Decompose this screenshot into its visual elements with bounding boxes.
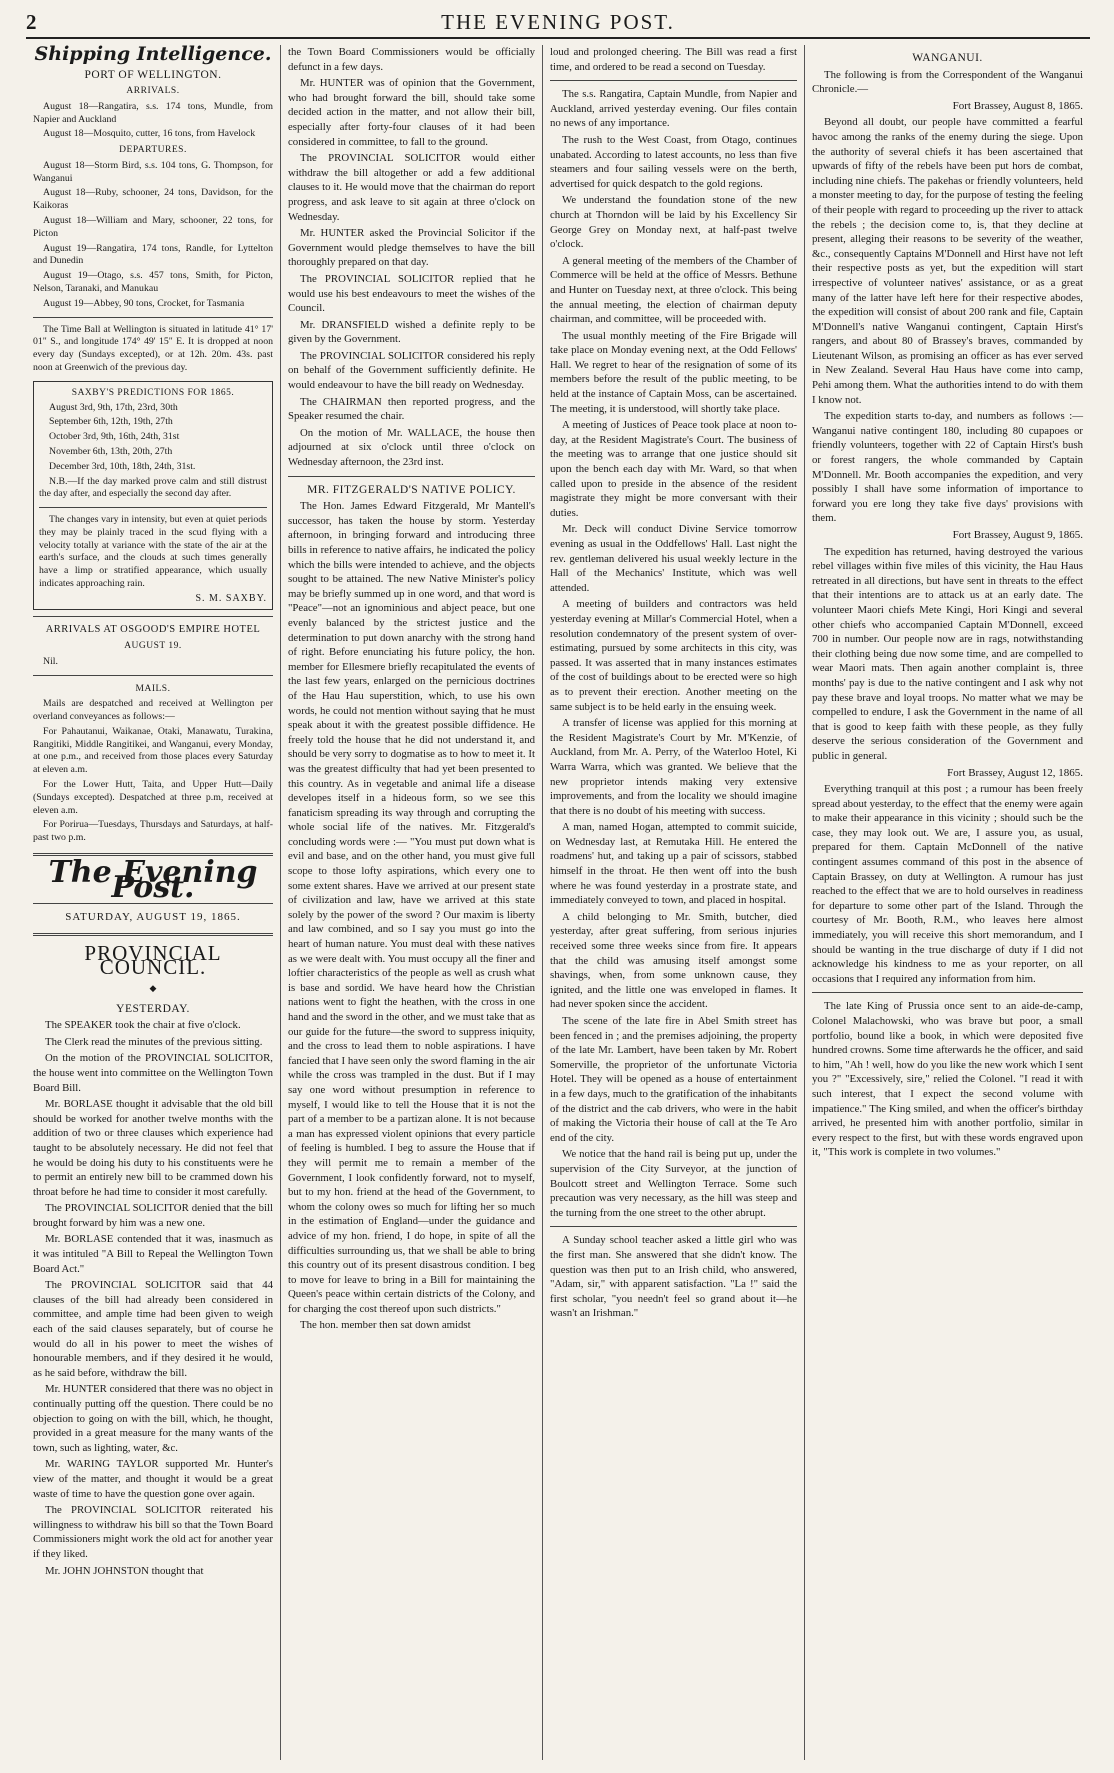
news-item: The scene of the late fire in Abel Smith street has been fenced in ; and the premises adjoining, the property of the late Mr. Lambert, have been taken by Mr. Robert Somerville, the proprietor of the unfortunate Victoria Hotel. They will be opened as a house of entertainment in a few days, much to the gratification of the inhabitants of the district and the cab drivers, who were in the habit of making the Victoria their house of call at the Te Aro end of the city. — [550, 1015, 797, 1144]
prussia-anecdote: The late King of Prussia once sent to an aide-de-camp, Colonel Malachowski, who was brave but poor, a small portfolio, bound like a book, in which were deposited five hundred crowns. Some time afterwards he the officer, and said to him, "Ah ! well, how do you like the new work which I sent you ?" "Excessively, sire," relied the Colonel. "I read it with such interest, that I expect the second volume with impatience." The King smiled, and when the officer's birthday arrived, he presented him with another portfolio, similar in every respect to the first, but with these words engraved upon it, "This work is complete in two volumes." — [812, 1000, 1083, 1159]
hotel-heading: ARRIVALS AT OSGOOD'S EMPIRE HOTEL — [45, 623, 261, 635]
council-para: The Clerk read the minutes of the previous sitting. — [45, 1035, 263, 1048]
newspaper-title: THE EVENING POST. — [441, 10, 675, 34]
wanganui-para: Everything tranquil at this post ; a rumour has been freely spread about yesterday, to the effect that the enemy were again to make their appearance in this vicinity ; should such be the case, they may look out. We are, I assure you, as usual, prepared for them. Captain McDonnell of the native contingent assumes command of this post in the absence of Captain Brassey, on duty at Wellington. A rumour has just reached to the effect that we are to hold ourselves in readiness for departure to some other part of the Island. Through the courtesy of Mr. Booth, R.M., who leaves here almost immediately, you will receive this short memorandum, and I should be wanting in the true discharge of duty if I did not acknowledge his kindness to me as your reporter, on all occasions that I required any information from him. — [812, 783, 1084, 985]
shipping-heading: Shipping Intelligence. — [34, 45, 272, 65]
saxby-box — [33, 381, 273, 610]
columns — [26, 45, 1090, 1760]
council-subheading: YESTERDAY. — [116, 1002, 190, 1015]
news-item: A meeting of builders and contractors was held yesterday evening at Millar's Commercial Hotel, when a resolution condemnatory of the present system of over-estimating, pursued by some architects in this city, was passed. It was asserted that in many instances estimates of the cost of buildings about to be erected were so high as to prevent their erection. Another meeting on the same subject is to be held early in the ensuing week. — [550, 598, 797, 713]
news-item: A transfer of license was applied for this morning at the Resident Magistrate's Court by Mr. M'Kenzie, of Auckland, from Mr. A. Perry, of the Waterloo Hotel, Ki Warra Warra, which was granted. We believe that the new proprietor intends making very extensive improvements, and from the locality we should imagine that there is no doubt of his meeting with success. — [550, 717, 797, 817]
news-item: A man, named Hogan, attempted to commit suicide, on Wednesday last, at Remutaka Hill. He entered the roadmens' hut, and taking up a pair of scissors, stabbed himself in the throat. He then went off into the bush where he was found yesterday in a prostrate state, and immediately conveyed to town, and placed in hospital. — [550, 821, 797, 907]
council-para: The PROVINCIAL SOLICITOR said that 44 clauses of the bill had already been considered in committee, and ample time had been given to weigh each of the said clauses separately, but of course he would do all in his power to meet the wishes of honourable members, and if they desired it he would, as he said before, withdraw the bill. — [33, 1279, 273, 1379]
mails-entry: For the Lower Hutt, Taita, and Upper Hutt—Daily (Sundays excepted). Despatched at three p.m, received at eleven a.m. — [33, 779, 273, 816]
council-para: the Town Board Commissioners would be officially defunct in a few days. — [288, 46, 535, 73]
council-para: Mr. BORLASE thought it advisable that the old bill should be worked for another twelve months with the addition of two or three clauses which experience had taught to be absolutely necessary. He did not feel that he would be doing his duty to his constituents were he to permit an entirely new bill to be crammed down his throat before he had time to consider it most carefully. — [33, 1098, 273, 1198]
council-para: Mr. DRANSFIELD wished a definite reply to be given by the Government. — [288, 318, 535, 346]
saxby-note: N.B.—If the day marked prove calm and still distrust the day after, and especially the second day after. — [39, 475, 267, 500]
wanganui-para: The expedition has returned, having destroyed the various rebel villages within five miles of this vicinity, the Hau Haus retreated in all directions, but have sent in threats to the effect that their intentions are to attack us at an early date. The volunteer Maori chiefs Mete Kingi, Hori Kingi and several other chiefs who accompanied Captain M'Donnell, exceed 700 in number. Our people now are in rags, notwithstanding their clothing being due now some time, and are compelled to wear Maori mats. Then again another complaint is, three months' pay is due to the native contingent and I ask why not pay these brave and loyal troops. No matter what we may be compelled to endure, I ask the Government in the name of all that is good to keep faith with these people, as they fully deserve the serious consideration of the Government and public in general. — [812, 545, 1083, 762]
news-item: A child belonging to Mr. Smith, butcher, died yesterday, after great suffering, from serious injuries received some three weeks since from fire. It appears that the child was amusing itself amongst some shavings, when, from some unknown cause, they ignited, and the little one was enveloped in flames. It had never spoken since the accident. — [550, 910, 797, 1011]
policy-para: The hon. member then sat down amidst — [300, 1319, 471, 1332]
news-item: We understand the foundation stone of the new church at Thorndon will be laid by his Excellency Sir George Grey on Monday next, at half-past twelve o'clock. — [550, 194, 797, 251]
departure-entry: August 18—Ruby, schooner, 24 tons, Davidson, for the Kaikoras — [33, 187, 273, 212]
departure-entry: August 19—Abbey, 90 tons, Crocket, for Tasmania — [43, 297, 245, 309]
policy-para: The Hon. James Edward Fitzgerald, Mr Mantell's successor, has taken the house by storm. Yesterday afternoon, in bringing forward and introducing three bills in reference to native affairs, he indicated the policy which the bills were intended to achieve, and the objects sought to be attained. The new Native Minister's policy may be briefly summed up in one word, and that word is "Peace"—not an ignominious and abject peace, but one evenly balanced by the strictest justice and the determination to put down anarchy with the strong hand of right. Before enunciating his future policy, the hon. member for Ellesmere briefly recapitulated the events of the last few years, enlarged on the pernicious doctrines of the Hau Hau superstition, which, to use his own words, he could not mention without saying that he must speak about it with the greatest possible diffidence. He freely told the house that he did not understand it, and should be very sorry to dogmatise as to how to meet it. It was the greatest difficulty that had yet been presented to this country. As in vegetable and animal life a disease developes itself in a hideous form, so we see this fanaticism spreading its way through and corrupting the whole social life of the natives. Mr. Fitzgerald's concluding words were :— "You must put down what is evil and base, and on the other hand, you must give full scope to those lofty aspirations, which every one to some extent shares. Have we arrived at our present state of civilization and law, have we arrived at this state solely by the power of the sword ? Our maxim is liberty and law combined, and so I say you must go into the heart of human nature. You must deal with these natives as we were dealt with. You must occupy all the finer and loftier characteristics of the people as well as crush what is base and sordid. We have heard how the Christian nations went to fight the heathen, with the cross in one hand and the sword in the other, and we must take that as our guide for the future—the sword to suppress iniquity, and the cross to lead them to noble aspirations. I have fancied that I have seen only the sword flaming in the air while the cross was trampled in the dust. But if I may say one word without presumption in reference to myself, I would like to tell the House that it is not the part of a member to be a partizan alone. It is not because a man has expressed violent opinions that every particle of feeling is humbled. I beg to assure the House that if they will permit me to remain a member of the Government, I look confidently forward, not to myself, but to my hon. friend at the head of the Government, to whom the colony owes so much for lifting her so much in the estimation of England—under the guidance and advice of my hon. friend, I do hope, in spite of all the difficulties surrounding us, that we shall be able to bring this country out of its present disastrous condition. I beg to move for leave to bring in a Bill for maintaining the Queen's peace within certain districts of the Colony, and for charging the cost thereof upon such districts." — [288, 500, 535, 1315]
column-2 — [280, 45, 542, 1760]
arrival-entry: August 18—Rangatira, s.s. 174 tons, Mundle, from Napier and Auckland — [33, 100, 273, 125]
saxby-date: December 3rd, 10th, 18th, 24th, 31st. — [49, 460, 196, 472]
arrival-entry: August 18—Mosquito, cutter, 16 tons, from Havelock — [43, 128, 256, 140]
council-para: The PROVINCIAL SOLICITOR would either withdraw the bill altogether or add a few additional clauses to it. He would move that the chairman do report progress, and ask leave to sit again at three o'clock on Wednesday. — [288, 152, 535, 223]
council-para: Mr. HUNTER asked the Provincial Solicitor if the Government would pledge themselves to have the bill thoroughly prepared on that day. — [288, 227, 535, 269]
council-para: On the motion of Mr. WALLACE, the house then adjourned at six o'clock until three o'clock on Wednesday afternoon, the 23rd inst. — [288, 426, 535, 469]
mails-heading: MAILS. — [135, 683, 171, 694]
council-para: Mr. HUNTER was of opinion that the Government, who had brought forward the bill, should take some decided action in the matter, and not allow their bill, especially after forty-four clauses of it had been considered in committee, to fall to the ground. — [288, 77, 535, 148]
council-para: Mr. WARING TAYLOR supported Mr. Hunter's view of the matter, and thought it would be a great waste of time to have the question gone over again. — [33, 1458, 273, 1500]
paper-title: The Evening Post. — [48, 855, 258, 905]
saxby-body: The changes vary in intensity, but even at quiet periods they may be plainly traced in the scud flying with a velocity totally at variance with the state of the air at the earth's surface, and the clouds at such times generally have a limp or stratified appearance, which usually indicates approaching rain. — [39, 514, 267, 590]
news-item: The s.s. Rangatira, Captain Mundle, from Napier and Auckland, arrived yesterday evening. Our files contain no news of any importance. — [550, 88, 797, 130]
council-para: The SPEAKER took the chair at five o'clock. — [45, 1019, 241, 1032]
news-item: A general meeting of the members of the Chamber of Commerce will be held at the office of Messrs. Bethune and Hunter on Tuesday next, at three o'clock. This being the annual meeting, the election of chairman deputy chairman, and committee, will be proceeded with. — [550, 254, 797, 326]
hotel-date: AUGUST 19. — [124, 641, 182, 652]
dateline: Fort Brassey, August 9, 1865. — [952, 529, 1083, 541]
departure-entry: August 19—Otago, s.s. 457 tons, Smith, for Picton, Nelson, Taranaki, and Manukau — [33, 270, 273, 294]
news-item: Mr. Deck will conduct Divine Service tomorrow evening as usual in the Oddfellows' Hall. Last night the rev. gentleman delivered his usual weekly lecture in the Hall of the Mechanics' Institute, which was well attended. — [550, 523, 797, 594]
council-para: loud and prolonged cheering. The Bill was read a first time, and ordered to be read a second on Tuesday. — [550, 46, 797, 73]
mails-entry: For Porirua—Tuesdays, Thursdays and Saturdays, at half-past two p.m. — [33, 819, 273, 844]
saxby-date: October 3rd, 9th, 16th, 24th, 31st — [49, 431, 180, 443]
masthead — [26, 10, 1090, 34]
news-item: The usual monthly meeting of the Fire Brigade will take place on Monday evening next, at the Odd Fellows' Hall. We regret to hear of the resignation of some of its members before the result of the public meeting, to be held at the instance of Captain Moss, can be ascertained. The meeting, it is understood, will shortly take place. — [550, 329, 797, 415]
issue-date: SATURDAY, AUGUST 19, 1865. — [65, 911, 241, 924]
news-item: The rush to the West Coast, from Otago, continues unabated. According to latest accounts, no less than five steamers and four sailing vessels were on the berth, advertised for quick despatch to the gold regions. — [550, 133, 797, 190]
council-para: Mr. JOHN JOHNSTON thought that — [45, 1564, 204, 1577]
wanganui-para: The expedition starts to-day, and numbers as follows :—Wanganui native contingent 180, including 80 cupapoes or friendly volunteers, together with 22 of Captain Hirst's bush or forest rangers, the whole commanded by Captain M'Donnell. Mr. Booth accompanies the expedition, and very possibly I shall have some information of importance to forward you ere long they take five days' provisions with them. — [812, 410, 1083, 525]
saxby-heading: SAXBY'S PREDICTIONS FOR 1865. — [71, 387, 235, 398]
hotel-nil: Nil. — [43, 655, 58, 667]
port-heading: PORT OF WELLINGTON. — [84, 68, 222, 81]
council-para: The PROVINCIAL SOLICITOR replied that he would use his best endeavours to meet the wishes of the Council. — [288, 272, 535, 315]
council-para: The CHAIRMAN then reported progress, and the Speaker resumed the chair. — [288, 395, 535, 423]
wanganui-heading: WANGANUI. — [912, 52, 983, 64]
council-para: Mr. HUNTER considered that there was no object in continually putting off the question. There could be no objection to going on with the bill, which, he thought, provided in a great measure for the many wants of the town, such as lighting, water, &c. — [33, 1383, 273, 1454]
departure-entry: August 18—William and Mary, schooner, 22 tons, for Picton — [33, 214, 273, 239]
saxby-signature: S. M. SAXBY. — [195, 592, 267, 604]
council-para: Mr. BORLASE contended that it was, inasmuch as it was intituled "A Bill to Repeal the Wellington Town Board Act." — [33, 1233, 273, 1275]
masthead-rule — [26, 37, 1090, 39]
council-para: On the motion of the PROVINCIAL SOLICITOR, the house went into committee on the Wellington Town Board Bill. — [33, 1052, 273, 1094]
diamond-ornament-icon: ◆ — [149, 982, 157, 993]
departures-heading: DEPARTURES. — [119, 145, 187, 156]
council-para: The PROVINCIAL SOLICITOR denied that the bill brought forward by him was a new one. — [33, 1202, 273, 1229]
dateline: Fort Brassey, August 8, 1865. — [952, 99, 1083, 112]
column-4 — [804, 45, 1090, 1760]
saxby-date: November 6th, 13th, 20th, 27th — [49, 445, 173, 457]
departure-entry: August 18—Storm Bird, s.s. 104 tons, G. Thompson, for Wanganui — [33, 159, 273, 184]
saxby-date: September 6th, 12th, 19th, 27th — [49, 416, 173, 428]
mails-intro: Mails are despatched and received at Wellington per overland conveyances as follows:— — [33, 698, 273, 723]
wanganui-intro: The following is from the Correspondent of the Wanganui Chronicle.— — [812, 68, 1083, 96]
anecdote: A Sunday school teacher asked a little girl who was the first man. She answered that she didn't know. The question was then put to an Irish child, who answered, "Adam, sir," with apparent satisfaction. "La !" said the first scholar, "you needn't feel so grand about it—he wasn't an Irishman." — [550, 1234, 797, 1320]
saxby-date: August 3rd, 9th, 17th, 23rd, 30th — [49, 401, 178, 413]
wanganui-para: Beyond all doubt, our people have committed a fearful havoc among the ranks of the enemy during the siege. Upon the authority of several chiefs it has been ascertained that upwards of fifty of the rebels have been put hors de combat, including nine chiefs. The pakehas or friendly volunteers, held a monster meeting to day, for the purpose of testing the feeling of their people with regard to proceeding up the river to attack the rebels ; the decision come to, is, that they decline at present, alleging their reasons to be severity of the weather, &c., consequently Captains M'Donnell and Hirst have not left their respective posts as yet, but the expedition will start irrespective of volunteer natives' assistance, or as a great many of the latter have left here for their respective abodes, the expedition will consist of about 200 rank and file, Captain M'Donnell's native Wanganui contingent, Captain Hirst's rangers, and about 80 of Brassey's braves, commanded by Lieutenant Wilson, as promising an officer as has ever served in New Zealand. Several Hau Haus have come into camp, Pehi among them. What the authorities intend to do with them I know not. — [812, 116, 1083, 406]
news-item: A meeting of Justices of Peace took place at noon to-day, at the Resident Magistrate's Court. The business of the meeting was to arrange that one justice should sit upon the bench each day with Mr. Ward, so that when called upon to preside in the absence of the resident magistrate they might be more conversant with their duties. — [550, 419, 797, 519]
council-para: The PROVINCIAL SOLICITOR considered his reply on behalf of the Government sufficiently definite. He would endeavour to have the bill ready on Wednesday. — [288, 349, 535, 392]
time-ball-notice: The Time Ball at Wellington is situated in latitude 41° 17' 01" S., and longitude 174° 49' 15" E. It is dropped at noon every day (Sundays excepted), or at 12h. 20m. 43s. past noon at Greenwich of the previous day. — [33, 323, 273, 373]
mails-entry: For Pahautanui, Waikanae, Otaki, Manawatu, Turakina, Rangitiki, Middle Rangitikei, and Wanganui, every Monday, at one p.m., and received from those places every Saturday at eleven a.m. — [33, 725, 273, 776]
column-1 — [26, 45, 280, 1760]
dateline: Fort Brassey, August 12, 1865. — [947, 766, 1083, 779]
policy-heading: MR. FITZGERALD'S NATIVE POLICY. — [307, 483, 516, 496]
departure-entry: August 19—Rangatira, 174 tons, Randle, for Lyttelton and Dunedin — [33, 242, 273, 267]
council-para: The PROVINCIAL SOLICITOR reiterated his willingness to withdraw his bill so that the Town Board Commissioners might work the old act for another year if they liked. — [33, 1504, 273, 1560]
page-number: 2 — [26, 10, 37, 34]
council-heading: PROVINCIAL COUNCIL. — [84, 940, 222, 980]
news-item: We notice that the hand rail is being put up, under the supervision of the City Surveyor, at the junction of Boulcott street and Wellington Terrace. Some such precaution was very necessary, as the hill was steep and the turning from the one street to the other abrupt. — [550, 1148, 797, 1219]
column-3 — [542, 45, 804, 1760]
arrivals-heading: ARRIVALS. — [126, 86, 180, 97]
